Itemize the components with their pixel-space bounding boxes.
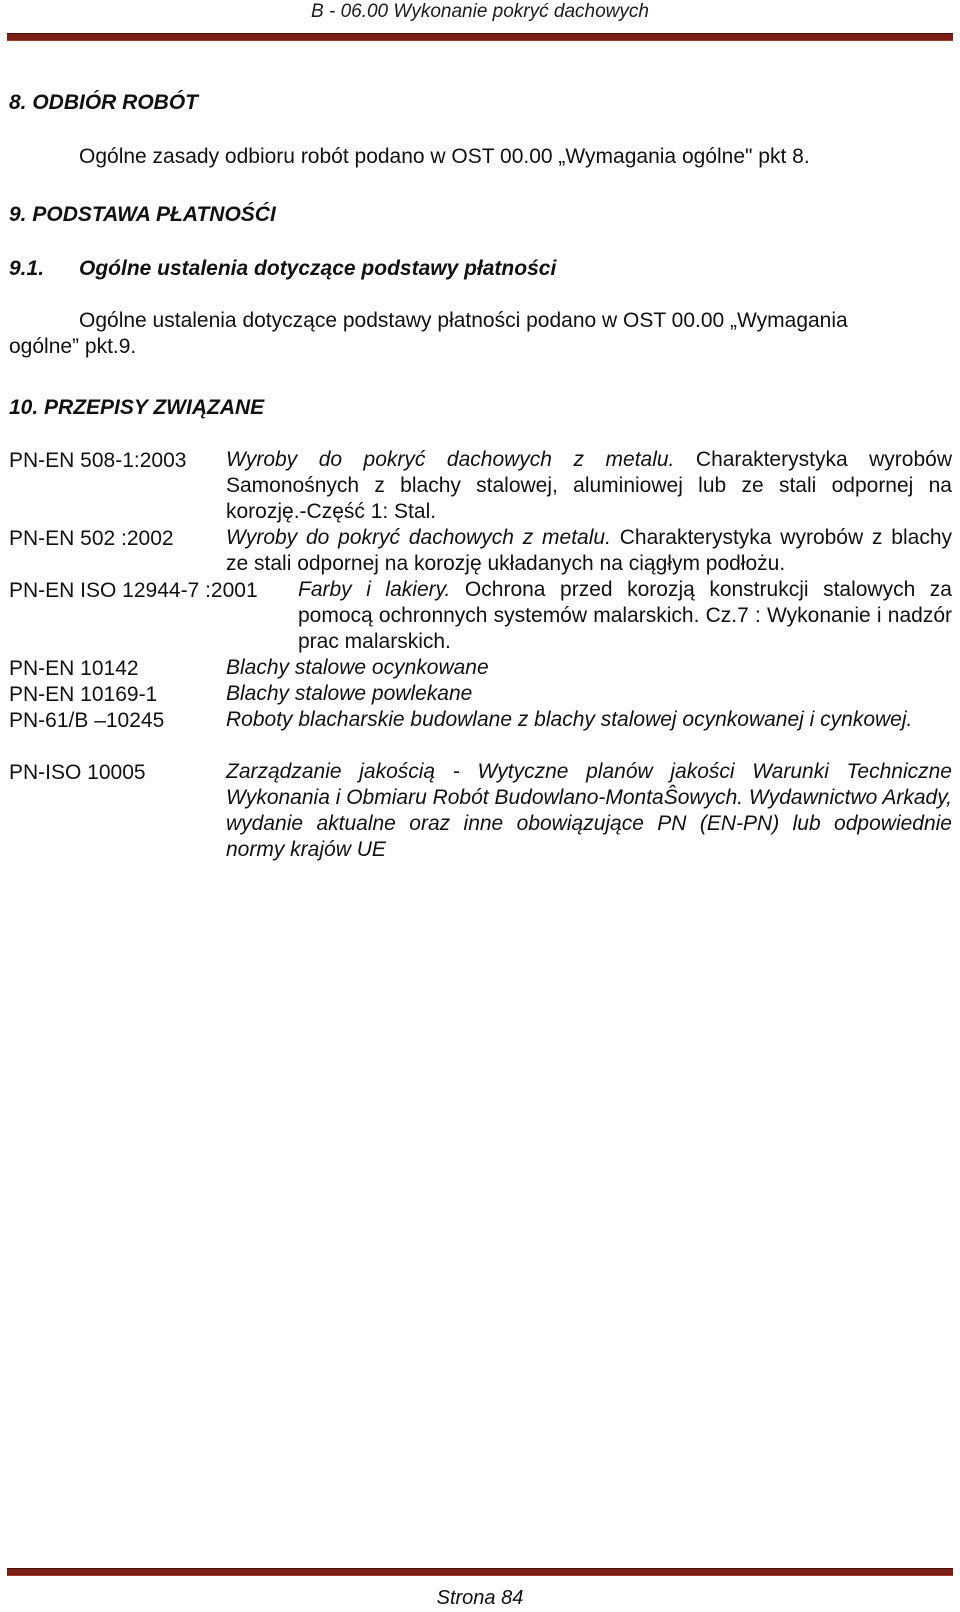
ref-description	[226, 655, 952, 681]
ref-code: PN-EN 502 :2002	[9, 527, 174, 550]
section-8-text: Ogólne zasady odbioru robót podano w OST 00.00 „Wymagania ogólne" pkt 8.	[79, 145, 810, 168]
ref-description	[226, 525, 952, 577]
ref-desc-italic: Farby i lakiery.	[298, 578, 451, 601]
ref-code: PN-EN 508-1:2003	[9, 449, 187, 472]
section-10-heading: 10. PRZEPISY ZWIĄZANE	[9, 396, 265, 419]
ref-code: PN-ISO 10005	[9, 761, 146, 784]
ref-desc-italic: Roboty blacharskie budowlane z blachy stalowej ocynkowanej i cynkowej.	[226, 708, 913, 731]
section-9-1-text-line1: Ogólne ustalenia dotyczące podstawy płatności podano w OST 00.00 „Wymagania	[79, 309, 848, 332]
header-rule	[7, 33, 953, 41]
ref-description	[226, 447, 952, 525]
page-header: B - 06.00 Wykonanie pokryć dachowych	[311, 1, 649, 22]
ref-code: PN-EN 10169-1	[9, 683, 158, 706]
footer-rule	[7, 1568, 953, 1576]
section-8-heading: 8. ODBIÓR ROBÓT	[9, 91, 199, 114]
ref-description	[226, 707, 952, 733]
ref-desc-italic: Zarządzanie jakością - Wytyczne planów jakości Warunki Techniczne Wykonania i Obmiaru Robót Budowlano-MontaŜowych. Wydawnictwo Arkady, wydanie aktualne oraz inne obowiązujące PN (EN-PN) lub odpowiednie normy krajów UE	[226, 760, 952, 861]
ref-code: PN-61/B –10245	[9, 709, 165, 732]
ref-code: PN-EN ISO 12944-7 :2001	[9, 579, 258, 602]
ref-desc-normal: Ochrona przed korozją konstrukcji stalowych za pomocą ochronnych systemów malarskich. Cz.7 : Wykonanie i nadzór prac malarskich.	[298, 578, 952, 653]
page-number: Strona 84	[436, 1587, 524, 1609]
ref-desc-italic: Wyroby do pokryć dachowych z metalu.	[226, 448, 675, 471]
ref-desc-normal: Charakterystyka wyrobów Samonośnych z blachy stalowej, aluminiowej lub ze stali odpornej na korozję.-Część 1: Stal.	[226, 448, 952, 523]
ref-description	[298, 577, 952, 655]
ref-code: PN-EN 10142	[9, 657, 139, 680]
section-9-heading: 9. PODSTAWA PŁATNOŚĆI	[9, 203, 276, 226]
ref-desc-normal: Charakterystyka wyrobów z blachy ze stali odpornej na korozję układanych na ciągłym podłożu.	[226, 526, 952, 575]
ref-desc-italic: Blachy stalowe ocynkowane	[226, 656, 489, 679]
section-9-1-text-line2: ogólne” pkt.9.	[9, 335, 137, 358]
ref-desc-italic: Blachy stalowe powlekane	[226, 682, 473, 705]
section-9-1-number: 9.1.	[9, 257, 45, 280]
section-9-1-heading: Ogólne ustalenia dotyczące podstawy płatności	[79, 257, 557, 280]
ref-description	[226, 759, 952, 863]
ref-desc-italic: Wyroby do pokryć dachowych z metalu.	[226, 526, 611, 549]
ref-description	[226, 681, 952, 707]
